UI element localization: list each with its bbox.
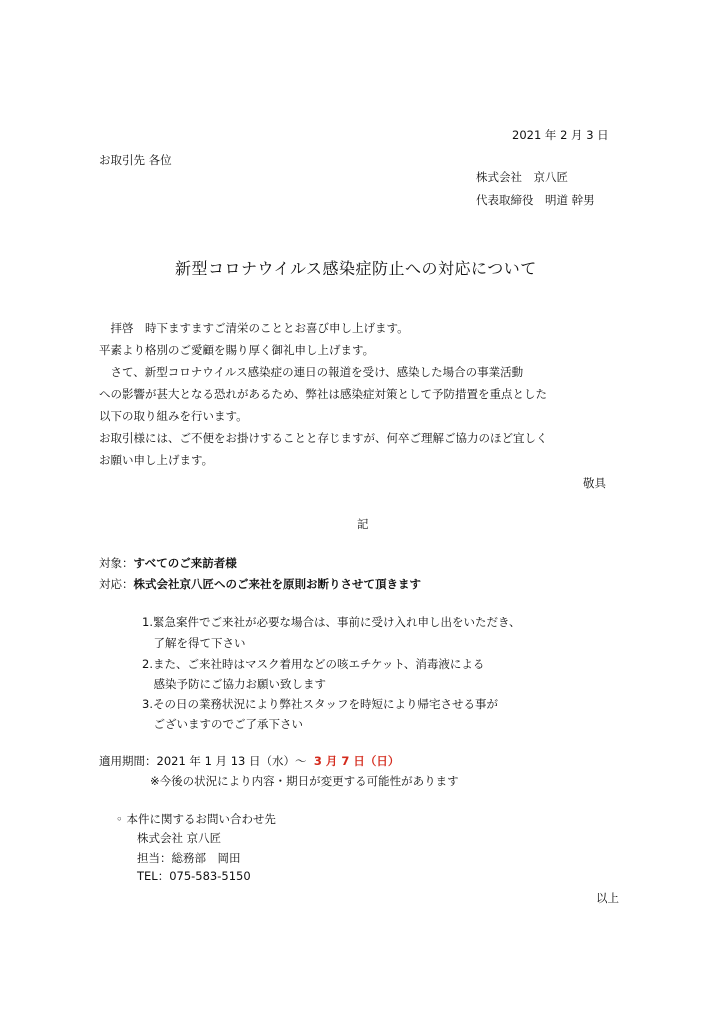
contact-person: 担当：総務部 岡田 (137, 851, 241, 865)
list-item: 了解を得て下さい (142, 636, 246, 650)
body-line: 平素より格別のご愛顧を賜り厚く御礼申し上げます。 (99, 343, 375, 357)
period-end: 3 月 7 日（日） (313, 754, 400, 768)
list-item: ございますのでご了承下さい (142, 717, 303, 731)
list-item: 1.緊急案件でご来社が必要な場合は、事前に受け入れ申し出をいただき、 (142, 615, 521, 629)
contact-company: 株式会社 京八匠 (137, 831, 222, 845)
body-line: お願い申し上げます。 (99, 453, 214, 467)
body-line: さて、新型コロナウイルス感染症の連日の報道を受け、感染した場合の事業活動 (99, 365, 524, 379)
period-label: 適用期間： (99, 754, 157, 768)
period-row (99, 753, 399, 769)
target-value: すべてのご来訪者様 (133, 556, 237, 570)
list-item: 3.その日の業務状況により弊社スタッフを時短により帰宅させる事が (142, 697, 498, 711)
contact-tel: TEL：075-583-5150 (137, 869, 251, 883)
body-line: 以下の取り組みを行います。 (99, 409, 248, 423)
target-row (99, 555, 237, 571)
list-item: 感染予防にご協力お願い致します (142, 677, 326, 691)
document-date: 2021 年 2 月 3 日 (512, 128, 609, 142)
body-line: への影響が甚大となる恐れがあるため、弊社は感染症対策として予防措置を重点とした (99, 387, 548, 401)
response-value: 株式会社京八匠へのご来社を原則お断りさせて頂きます (133, 577, 421, 591)
closing-keigu: 敬具 (583, 476, 606, 490)
end-mark: 以上 (596, 891, 619, 905)
sender-representative: 代表取締役 明道 幹男 (476, 193, 595, 207)
response-label: 対応： (99, 577, 134, 591)
body-line: お取引様には、ご不便をお掛けすることと存じますが、何卒ご理解ご協力のほど宜しく (99, 431, 548, 445)
list-item: 2.また、ご来社時はマスク着用などの咳エチケット、消毒液による (142, 657, 485, 671)
body-line: 拝啓 時下ますますご清栄のこととお喜び申し上げます。 (99, 321, 409, 335)
sender-company: 株式会社 京八匠 (476, 170, 568, 184)
document-title: 新型コロナウイルス感染症防止への対応について (175, 259, 537, 278)
ki-heading: 記 (357, 517, 369, 531)
response-row (99, 576, 421, 592)
target-label: 対象： (99, 556, 134, 570)
contact-heading: ◦ 本件に関するお問い合わせ先 (116, 812, 276, 826)
recipient-line: お取引先 各位 (99, 153, 172, 167)
period-note: ※今後の状況により内容・期日が変更する可能性があります (150, 774, 459, 788)
period-start: 2021 年 1 月 13 日（水）～ (156, 754, 307, 768)
